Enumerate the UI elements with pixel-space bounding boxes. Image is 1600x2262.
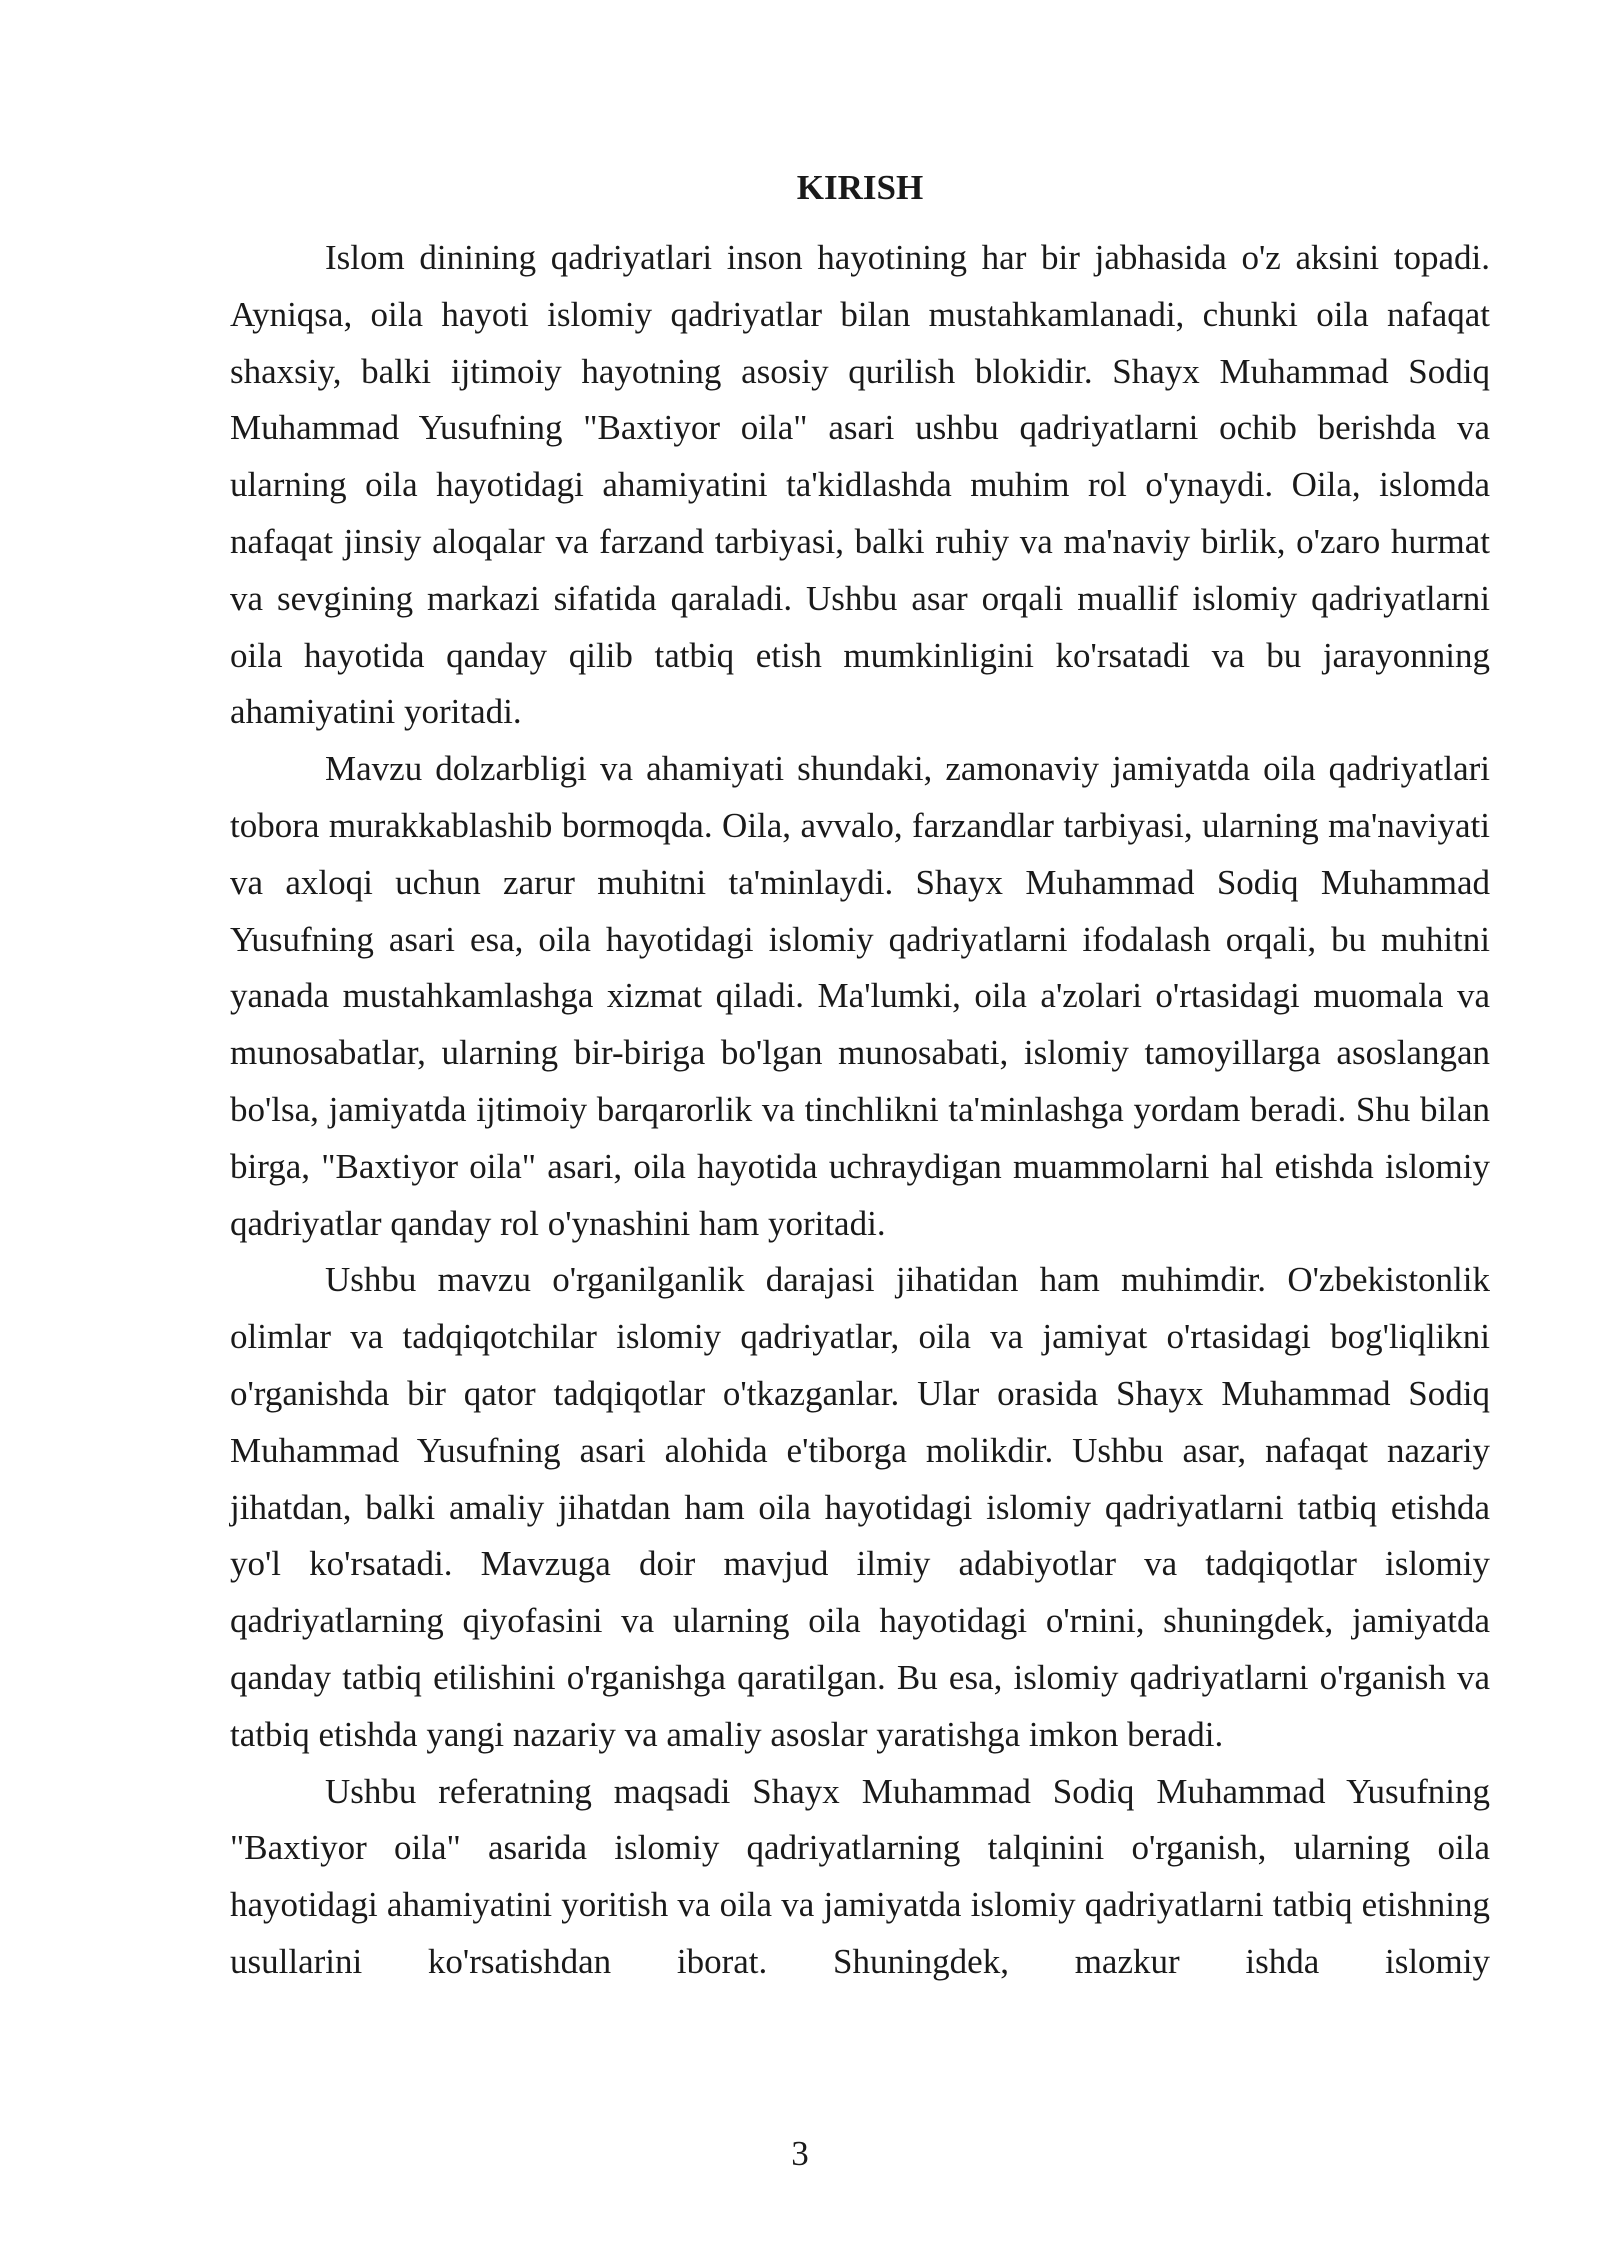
paragraph-1: Islom dinining qadriyatlari inson hayotining har bir jabhasida o'z aksini topadi. Ayniqsa, oila hayoti islomiy qadriyatlar bilan mustahkamlanadi, chunki oila nafaqat shaxsiy, balki ijtimoiy hayotning asosiy qurilish blokidir. Shayx Muhammad Sodiq Muhammad Yusufning "Baxtiyor oila" asari ushbu qadriyatlarni ochib berishda va ularning oila hayotidagi ahamiyatini ta'kidlashda muhim rol o'ynaydi. Oila, islomda nafaqat jinsiy aloqalar va farzand tarbiyasi, balki ruhiy va ma'naviy birlik, o'zaro hurmat va sevgining markazi sifatida qaraladi. Ushbu asar orqali muallif islomiy qadriyatlarni oila hayotida qanday qilib tatbiq etish mumkinligini ko'rsatadi va bu jarayonning ahamiyatini yoritadi.: [230, 238, 1490, 732]
section-title: KIRISH: [796, 168, 924, 207]
page-number: 3: [791, 2134, 809, 2173]
document-body: [230, 160, 1490, 1991]
paragraph-2: Mavzu dolzarbligi va ahamiyati shundaki, zamonaviy jamiyatda oila qadriyatlari tobora murakkablashib bormoqda. Oila, avvalo, farzandlar tarbiyasi, ularning ma'naviyati va axloqi uchun zarur muhitni ta'minlaydi. Shayx Muhammad Sodiq Muhammad Yusufning asari esa, oila hayotidagi islomiy qadriyatlarni ifodalash orqali, bu muhitni yanada mustahkamlashga xizmat qiladi. Ma'lumki, oila a'zolari o'rtasidagi muomala va munosabatlar, ularning bir-biriga bo'lgan munosabati, islomiy tamoyillarga asoslangan bo'lsa, jamiyatda ijtimoiy barqarorlik va tinchlikni ta'minlashga yordam beradi. Shu bilan birga, "Baxtiyor oila" asari, oila hayotida uchraydigan muammolarni hal etishda islomiy qadriyatlar qanday rol o'ynashini ham yoritadi.: [230, 749, 1490, 1243]
paragraph-3: Ushbu mavzu o'rganilganlik darajasi jihatidan ham muhimdir. O'zbekistonlik olimlar va tadqiqotchilar islomiy qadriyatlar, oila va jamiyat o'rtasidagi bog'liqlikni o'rganishda bir qator tadqiqotlar o'tkazganlar. Ular orasida Shayx Muhammad Sodiq Muhammad Yusufning asari alohida e'tiborga molikdir. Ushbu asar, nafaqat nazariy jihatdan, balki amaliy jihatdan ham oila hayotidagi islomiy qadriyatlarni tatbiq etishda yo'l ko'rsatadi. Mavzuga doir mavjud ilmiy adabiyotlar va tadqiqotlar islomiy qadriyatlarning qiyofasini va ularning oila hayotidagi o'rnini, shuningdek, jamiyatda qanday tatbiq etilishini o'rganishga qaratilgan. Bu esa, islomiy qadriyatlarni o'rganish va tatbiq etishda yangi nazariy va amaliy asoslar yaratishga imkon beradi.: [230, 1260, 1490, 1754]
paragraph-4: Ushbu referatning maqsadi Shayx Muhammad Sodiq Muhammad Yusufning "Baxtiyor oila" asarida islomiy qadriyatlarning talqinini o'rganish, ularning oila hayotidagi ahamiyatini yoritish va oila va jamiyatda islomiy qadriyatlarni tatbiq etishning usullarini ko'rsatishdan iborat. Shuningdek, mazkur ishda islomiy: [230, 1771, 1490, 1981]
